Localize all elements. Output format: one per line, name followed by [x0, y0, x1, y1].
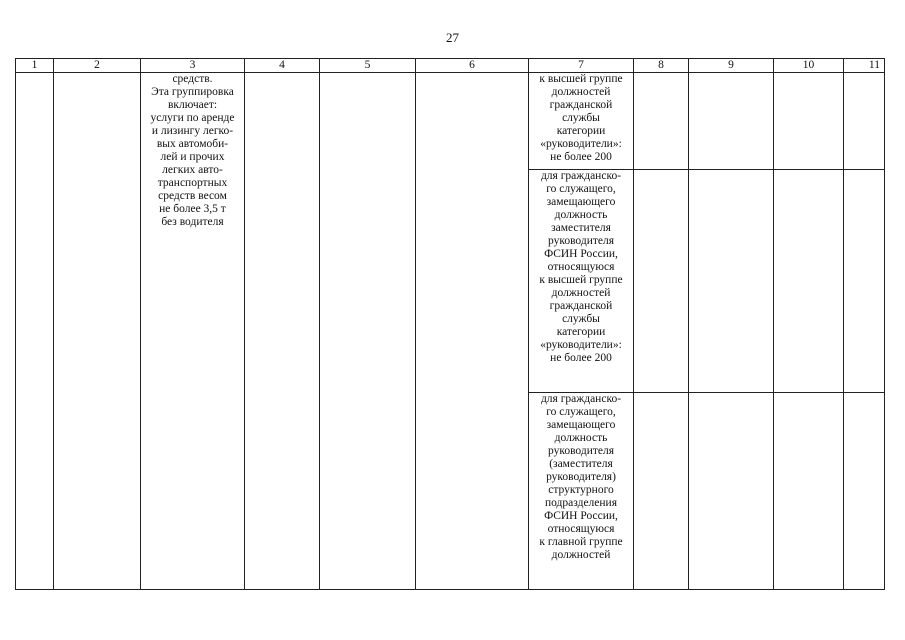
header-col-5: 5 [320, 59, 416, 73]
cell-col-8-entry-3 [634, 393, 689, 590]
cell-col-6 [416, 73, 529, 590]
cell-col-10-entry-3 [774, 393, 844, 590]
header-col-10: 10 [774, 59, 844, 73]
header-col-8: 8 [634, 59, 689, 73]
cell-col-10-entry-2 [774, 170, 844, 393]
cell-col-11-entry-2 [844, 170, 885, 393]
cell-col-7-entry-2: для гражданско- го служащего, замещающего должность заместителя руководителя ФСИН России, относящуюся к высшей группе должностей гражданской службы категории «руководители»: не более 200 [529, 170, 634, 393]
cell-col-1 [16, 73, 54, 590]
header-col-7: 7 [529, 59, 634, 73]
header-col-1: 1 [16, 59, 54, 73]
cell-col-10-entry-1 [774, 73, 844, 170]
header-col-11: 11 [844, 59, 885, 73]
header-col-2: 2 [54, 59, 141, 73]
table-row [16, 73, 885, 170]
cell-col-2 [54, 73, 141, 590]
cell-col-5 [320, 73, 416, 590]
cell-col-11-entry-3 [844, 393, 885, 590]
header-col-9: 9 [689, 59, 774, 73]
cell-col-8-entry-2 [634, 170, 689, 393]
header-row [16, 59, 885, 73]
cell-col-7-entry-1: к высшей группе должностей гражданской службы категории «руководители»: не более 200 [529, 73, 634, 170]
header-col-4: 4 [245, 59, 320, 73]
cell-col-7-entry-3: для гражданско- го служащего, замещающего должность руководителя (заместителя руководителя) структурного подразделения ФСИН России, относящуюся к главной группе должностей [529, 393, 634, 590]
cell-col-4 [245, 73, 320, 590]
header-col-3: 3 [141, 59, 245, 73]
cell-col-3-description: средств. Эта группировка включает: услуги по аренде и лизингу легко- вых автомоби- лей и прочих легких авто- транспортных средств весом не более 3,5 т без водителя [141, 73, 245, 590]
cell-col-9-entry-2 [689, 170, 774, 393]
cell-col-11-entry-1 [844, 73, 885, 170]
cell-col-8-entry-1 [634, 73, 689, 170]
page-number: 27 [446, 30, 459, 45]
cell-col-9-entry-3 [689, 393, 774, 590]
requirements-table [15, 58, 885, 590]
cell-col-9-entry-1 [689, 73, 774, 170]
header-col-6: 6 [416, 59, 529, 73]
